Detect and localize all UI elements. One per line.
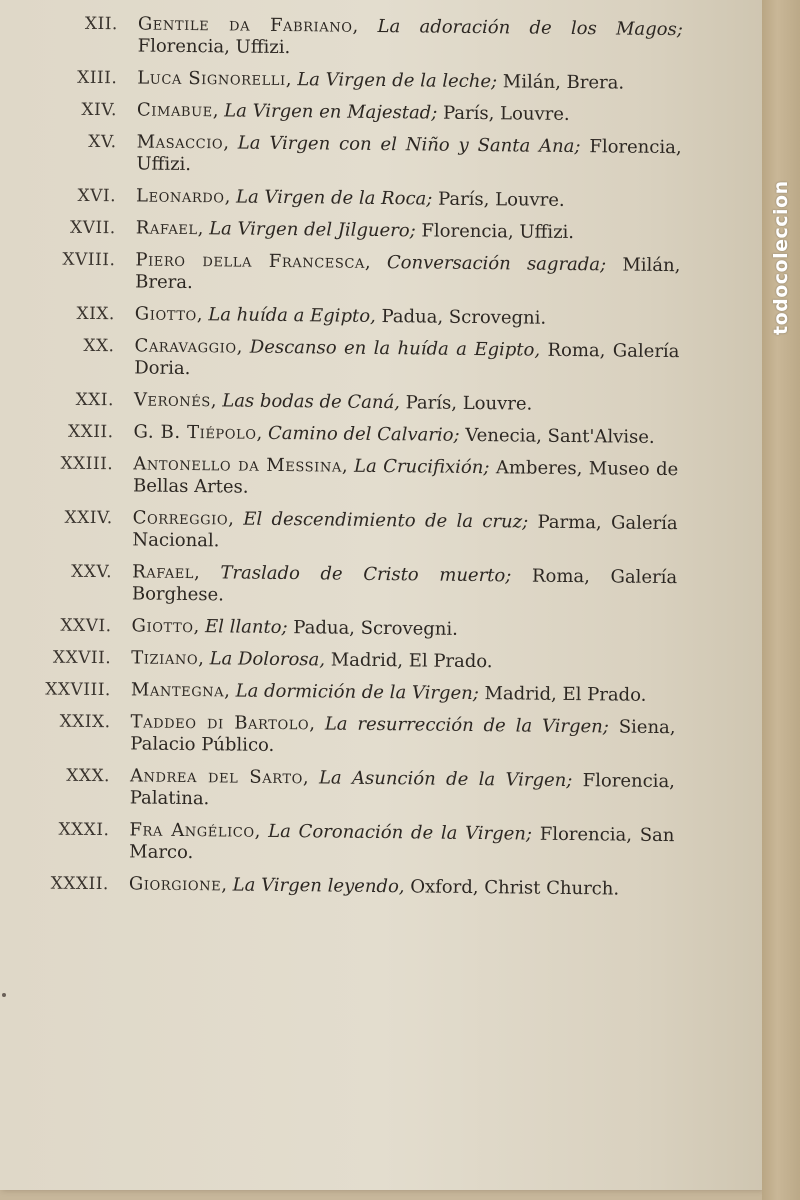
entry-location: París, Louvre. xyxy=(399,392,533,415)
entry-numeral: XIII. xyxy=(77,67,118,89)
list-item xyxy=(0,248,759,300)
entry-artist: Giotto xyxy=(131,615,194,638)
entry-numeral: XVII. xyxy=(69,217,116,239)
entry-text: Veronés, Las bodas de Caná, París, Louvre. xyxy=(133,389,533,415)
entry-numeral: XX. xyxy=(83,335,115,357)
entry-title: El llanto; xyxy=(204,616,288,639)
entry-title: La Crucifixión; xyxy=(353,455,490,479)
entry-text: Rafael, Traslado de Cristo muerto; Roma, Galería Borghese. xyxy=(131,561,678,606)
list-item xyxy=(0,710,755,762)
entry-text: Rafael, La Virgen del Jilguero; Florencia, Uffizi. xyxy=(135,217,575,244)
entry-artist: Giotto xyxy=(134,303,197,326)
entry-numeral: XVIII. xyxy=(62,249,116,271)
entry-location: Madrid, El Prado. xyxy=(478,683,647,706)
list-item xyxy=(0,98,761,128)
entry-title: La Virgen de la leche; xyxy=(297,69,498,93)
entry-location: Florencia, Uffizi. xyxy=(415,220,575,244)
entry-artist: Leonardo xyxy=(135,185,225,208)
entry-artist: Fra Angélico xyxy=(129,819,255,842)
list-item xyxy=(0,452,757,504)
entry-artist: Tiziano xyxy=(131,647,199,670)
entry-location: Amberes, Museo de Bellas Artes. xyxy=(132,457,679,498)
entry-text: Mantegna, La dormición de la Virgen; Madrid, El Prado. xyxy=(130,679,647,706)
entry-numeral: XXV. xyxy=(71,561,113,583)
list-item xyxy=(0,66,761,96)
entry-location: Roma, Galería Borghese. xyxy=(131,565,678,606)
entry-numeral: XXIV. xyxy=(64,507,113,529)
entry-numeral: XXII. xyxy=(67,421,114,443)
entry-location: Padua, Scrovegni. xyxy=(375,305,547,329)
entry-artist: Rafael xyxy=(135,217,198,240)
plate-list xyxy=(0,12,762,912)
entry-artist: Masaccio xyxy=(136,131,224,154)
entry-title: Conversación sagrada; xyxy=(386,252,607,276)
entry-artist: Gentile da Fabriano xyxy=(137,13,353,37)
entry-location: Milán, Brera. xyxy=(497,71,625,94)
entry-artist: G. B. Tiépolo xyxy=(133,421,257,444)
entry-text: Tiziano, La Dolorosa, Madrid, El Prado. xyxy=(131,647,493,673)
list-item xyxy=(0,388,758,418)
entry-text: Gentile da Fabriano, La adoración de los Magos; Florencia, Uffizi. xyxy=(137,13,683,59)
entry-numeral: XV. xyxy=(88,131,117,153)
entry-text: Giotto, El llanto; Padua, Scrovegni. xyxy=(131,615,459,640)
entry-numeral: XVI. xyxy=(77,185,117,207)
entry-numeral: XXVII. xyxy=(52,647,112,669)
list-item xyxy=(0,506,757,558)
list-item xyxy=(0,872,753,902)
entry-numeral: XXXI. xyxy=(58,819,110,841)
entry-artist: Antonello da Messina xyxy=(133,453,343,477)
entry-location: Oxford, Christ Church. xyxy=(404,876,620,900)
entry-title: Descanso en la huída a Egipto, xyxy=(249,336,541,361)
entry-title: La resurrección de la Virgen; xyxy=(324,713,610,738)
entry-text: Giorgione, La Virgen leyendo, Oxford, Christ Church. xyxy=(128,873,620,900)
list-item xyxy=(0,334,759,386)
entry-title: La Virgen en Majestad; xyxy=(224,100,438,124)
list-item xyxy=(0,646,755,676)
entry-text: Cimabue, La Virgen en Majestad; París, Louvre. xyxy=(136,99,570,125)
entry-text: Masaccio, La Virgen con el Niño y Santa Ana; Florencia, Uffizi. xyxy=(136,131,682,176)
entry-location: Siena, Palacio Público. xyxy=(130,716,676,756)
entry-artist: Veronés xyxy=(133,389,211,412)
list-item xyxy=(0,302,759,332)
entry-location: París, Louvre. xyxy=(437,102,570,125)
entry-artist: Mantegna xyxy=(130,679,225,702)
entry-location: Florencia, San Marco. xyxy=(129,823,675,864)
entry-title: Camino del Calvario; xyxy=(267,422,460,446)
list-item xyxy=(0,420,758,450)
entry-title: La huída a Egipto, xyxy=(208,304,376,327)
entry-artist: Luca Signorelli xyxy=(137,67,286,90)
entry-artist: Rafael xyxy=(132,561,195,584)
entry-title: La Virgen con el Niño y Santa Ana; xyxy=(237,132,581,158)
list-item xyxy=(0,614,756,644)
entry-title: La Coronación de la Virgen; xyxy=(268,820,533,845)
entry-text: Fra Angélico, La Coronación de la Virgen; Florencia, San Marco. xyxy=(129,819,675,864)
entry-location: Roma, Galería Doria. xyxy=(134,339,680,380)
entry-location: Madrid, El Prado. xyxy=(324,649,493,673)
entry-text: Caravaggio, Descanso en la huída a Egipto, Roma, Galería Doria. xyxy=(134,335,680,380)
list-item xyxy=(0,12,762,64)
entry-location: Florencia, Uffizi. xyxy=(136,136,682,176)
entry-text: G. B. Tiépolo, Camino del Calvario; Venecia, Sant'Alvise. xyxy=(133,421,655,448)
entry-numeral: XXIII. xyxy=(60,453,114,475)
list-item xyxy=(0,764,754,816)
entry-title: La Virgen de la Roca; xyxy=(235,186,433,210)
entry-numeral: XXIX. xyxy=(59,711,111,733)
entry-numeral: XIX. xyxy=(76,303,115,325)
entry-artist: Taddeo di Bartolo xyxy=(130,711,310,735)
entry-title: La Virgen leyendo, xyxy=(232,874,405,898)
entry-title: Las bodas de Caná, xyxy=(222,390,401,414)
entry-location: Milán, Brera. xyxy=(135,254,681,294)
entry-title: Traslado de Cristo muerto; xyxy=(220,562,512,587)
entry-artist: Cimabue xyxy=(136,99,213,122)
entry-artist: Correggio xyxy=(132,507,229,530)
entry-title: El descendimiento de la cruz; xyxy=(243,508,529,533)
entry-title: La dormición de la Virgen; xyxy=(235,680,479,705)
entry-location: París, Louvre. xyxy=(432,188,565,211)
entry-artist: Giorgione xyxy=(128,873,222,896)
entry-title: La Virgen del Jilguero; xyxy=(209,218,416,242)
entry-text: Leonardo, La Virgen de la Roca; París, Louvre. xyxy=(135,185,565,211)
entry-numeral: XIV. xyxy=(81,99,118,121)
entry-artist: Andrea del Sarto xyxy=(129,765,304,789)
entry-numeral: XXXII. xyxy=(50,873,109,895)
entry-numeral: XXVIII. xyxy=(45,679,112,701)
entry-artist: Caravaggio xyxy=(134,335,237,358)
entry-text: Taddeo di Bartolo, La resurrección de la Virgen; Siena, Palacio Público. xyxy=(130,711,676,756)
entry-text: Andrea del Sarto, La Asunción de la Virgen; Florencia, Palatina. xyxy=(129,765,676,810)
entry-artist: Piero della Francesca xyxy=(135,249,366,273)
entry-numeral: XXX. xyxy=(66,765,111,787)
entry-numeral: XXVI. xyxy=(60,615,112,637)
watermark-text: todocoleccion xyxy=(770,180,792,335)
paper-speck xyxy=(2,993,6,997)
list-item xyxy=(0,130,761,182)
entry-location: Padua, Scrovegni. xyxy=(287,617,459,640)
entry-title: La Asunción de la Virgen; xyxy=(318,767,573,792)
entry-location: Florencia, Palatina. xyxy=(129,770,676,810)
entry-location: Venecia, Sant'Alvise. xyxy=(459,424,655,448)
entry-numeral: XII. xyxy=(84,13,118,35)
list-item xyxy=(0,818,754,870)
list-item xyxy=(0,184,760,214)
entry-text: Correggio, El descendimiento de la cruz; Parma, Galería Nacional. xyxy=(132,507,678,552)
entry-numeral: XXI. xyxy=(75,389,115,411)
entry-location: Florencia, Uffizi. xyxy=(137,35,291,59)
entry-text: Giotto, La huída a Egipto, Padua, Scrovegni. xyxy=(134,303,547,329)
list-item xyxy=(0,216,760,246)
entry-location: Parma, Galería Nacional. xyxy=(132,511,678,552)
list-item xyxy=(0,560,756,612)
entry-text: Piero della Francesca, Conversación sagrada; Milán, Brera. xyxy=(135,249,681,294)
list-item xyxy=(0,678,755,708)
entry-title: La Dolorosa, xyxy=(209,648,326,671)
entry-text: Luca Signorelli, La Virgen de la leche; Milán, Brera. xyxy=(137,67,625,94)
entry-title: La adoración de los Magos; xyxy=(377,15,683,41)
entry-text: Antonello da Messina, La Crucifixión; Amberes, Museo de Bellas Artes. xyxy=(132,453,679,498)
